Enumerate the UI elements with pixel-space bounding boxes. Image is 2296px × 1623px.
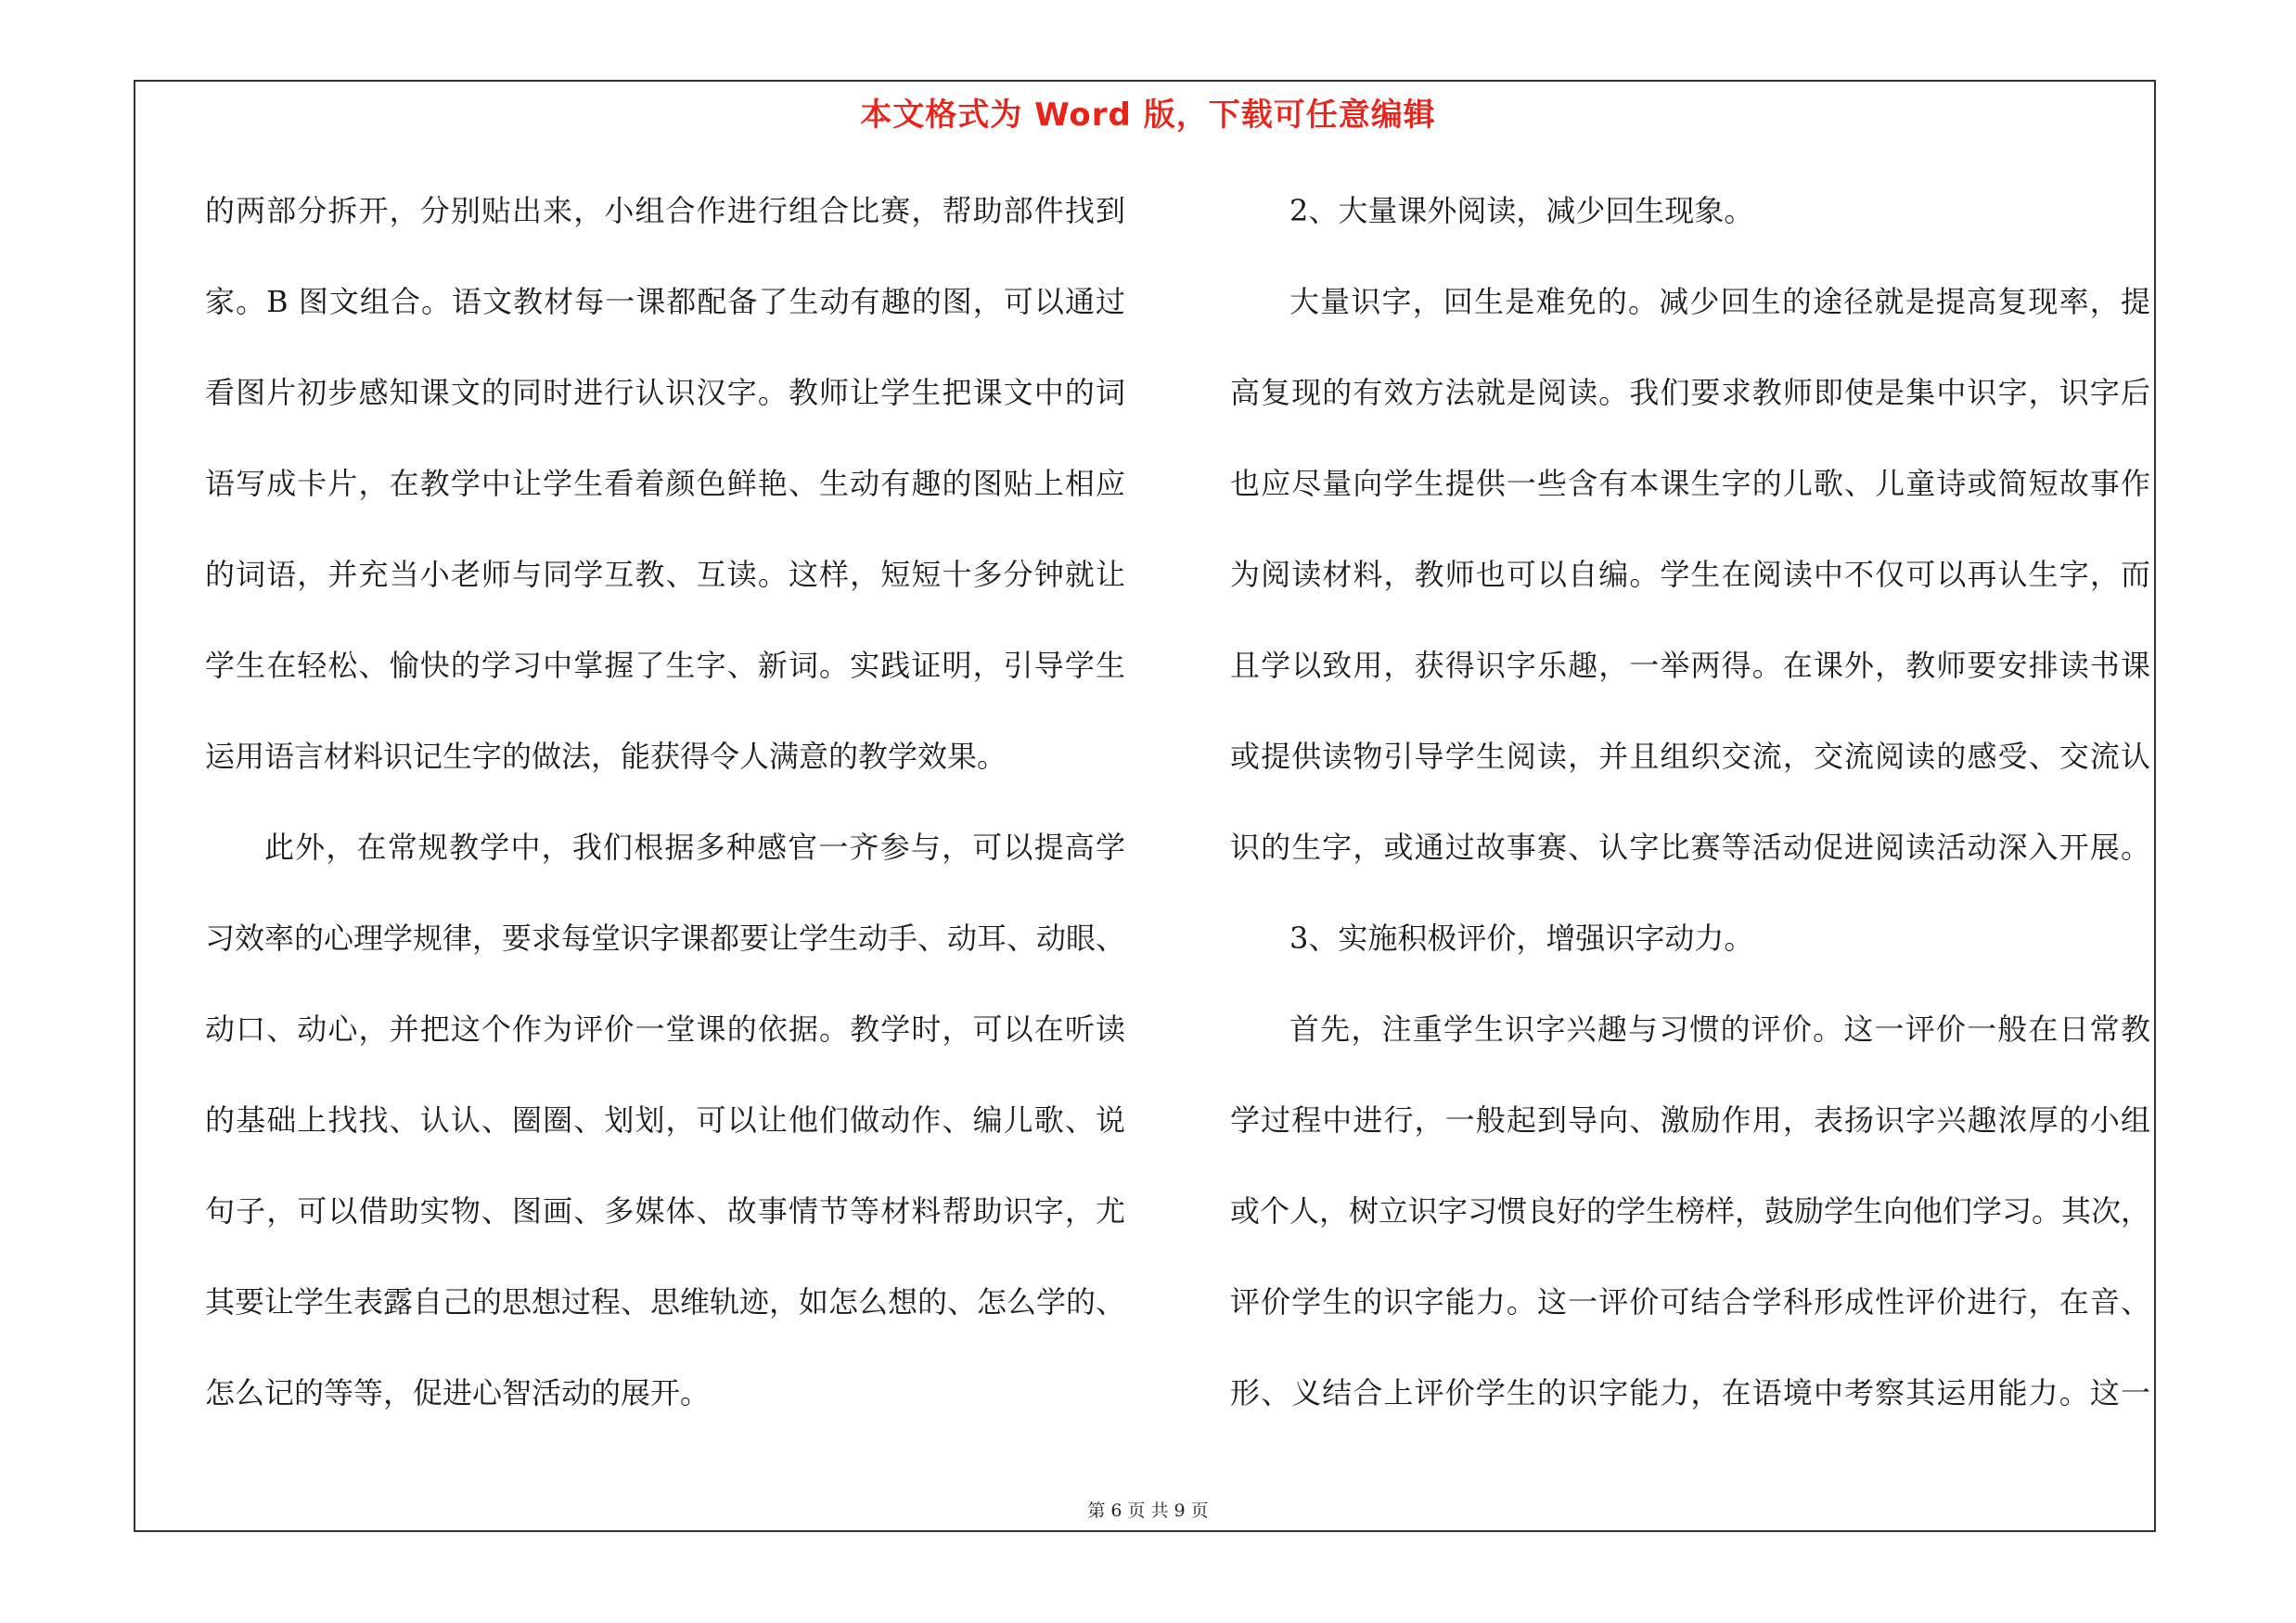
paragraph-line: 且学以致用，获得识字乐趣，一举两得。在课外，教师要安排读书课 bbox=[1230, 648, 2150, 683]
paragraph-line: 的基础上找找、认认、圈圈、划划，可以让他们做动作、编儿歌、说 bbox=[205, 1102, 1125, 1138]
paragraph-line: 其要让学生表露自己的思想过程、思维轨迹，如怎么想的、怎么学的、 bbox=[205, 1284, 1126, 1320]
paragraph-line: 识的生字，或通过故事赛、认字比赛等活动促进阅读活动深入开展。 bbox=[1230, 830, 2150, 865]
paragraph-line: 评价学生的识字能力。这一评价可结合学科形成性评价进行，在音、 bbox=[1230, 1284, 2150, 1320]
paragraph-line: 为阅读材料，教师也可以自编。学生在阅读中不仅可以再认生字，而 bbox=[1230, 557, 2150, 592]
paragraph-line: 形、义结合上评价学生的识字能力，在语境中考察其运用能力。这一 bbox=[1230, 1375, 2150, 1410]
paragraph-line: 的词语，并充当小老师与同学互教、互读。这样，短短十多分钟就让 bbox=[205, 557, 1125, 592]
paragraph-line: 运用语言材料识记生字的做法，能获得令人满意的教学效果。 bbox=[205, 739, 1007, 774]
paragraph-line: 句子，可以借助实物、图画、多媒体、故事情节等材料帮助识字，尤 bbox=[205, 1193, 1125, 1229]
paragraph-line: 的两部分拆开，分别贴出来，小组合作进行组合比赛，帮助部件找到 bbox=[205, 193, 1125, 228]
page-number-footer: 第 6 页 共 9 页 bbox=[1087, 1501, 1209, 1521]
section-heading: 3、实施积极评价，增强识字动力。 bbox=[1289, 921, 1754, 956]
paragraph-line: 动口、动心，并把这个作为评价一堂课的依据。教学时，可以在听读 bbox=[205, 1011, 1125, 1047]
paragraph-line: 或个人，树立识字习惯良好的学生榜样，鼓励学生向他们学习。其次， bbox=[1230, 1193, 2151, 1229]
paragraph-line: 学生在轻松、愉快的学习中掌握了生字、新词。实践证明，引导学生 bbox=[205, 648, 1125, 683]
paragraph-line: 首先，注重学生识字兴趣与习惯的评价。这一评价一般在日常教 bbox=[1289, 1011, 2150, 1047]
paragraph-line: 怎么记的等等，促进心智活动的展开。 bbox=[205, 1375, 711, 1410]
paragraph-line: 高复现的有效方法就是阅读。我们要求教师即使是集中识字，识字后 bbox=[1230, 375, 2150, 410]
paragraph-line: 学过程中进行，一般起到导向、激励作用，表扬识字兴趣浓厚的小组 bbox=[1230, 1102, 2150, 1138]
document-header-banner: 本文格式为 Word 版，下载可任意编辑 bbox=[860, 97, 1436, 134]
section-heading: 2、大量课外阅读，减少回生现象。 bbox=[1289, 193, 1754, 228]
paragraph-line: 此外，在常规教学中，我们根据多种感官一齐参与，可以提高学 bbox=[264, 830, 1125, 865]
paragraph-line: 看图片初步感知课文的同时进行认识汉字。教师让学生把课文中的词 bbox=[205, 375, 1125, 410]
right-text-column bbox=[1230, 182, 2150, 1455]
left-text-column bbox=[205, 182, 1125, 1455]
paragraph-line: 大量识字，回生是难免的。减少回生的途径就是提高复现率，提 bbox=[1289, 284, 2150, 319]
paragraph-line: 家。B 图文组合。语文教材每一课都配备了生动有趣的图，可以通过 bbox=[205, 284, 1125, 319]
paragraph-line: 习效率的心理学规律，要求每堂识字课都要让学生动手、动耳、动眼、 bbox=[205, 921, 1126, 956]
paragraph-line: 语写成卡片，在教学中让学生看着颜色鲜艳、生动有趣的图贴上相应 bbox=[205, 466, 1125, 501]
paragraph-line: 也应尽量向学生提供一些含有本课生字的儿歌、儿童诗或简短故事作 bbox=[1230, 466, 2150, 501]
paragraph-line: 或提供读物引导学生阅读，并且组织交流，交流阅读的感受、交流认 bbox=[1230, 739, 2150, 774]
